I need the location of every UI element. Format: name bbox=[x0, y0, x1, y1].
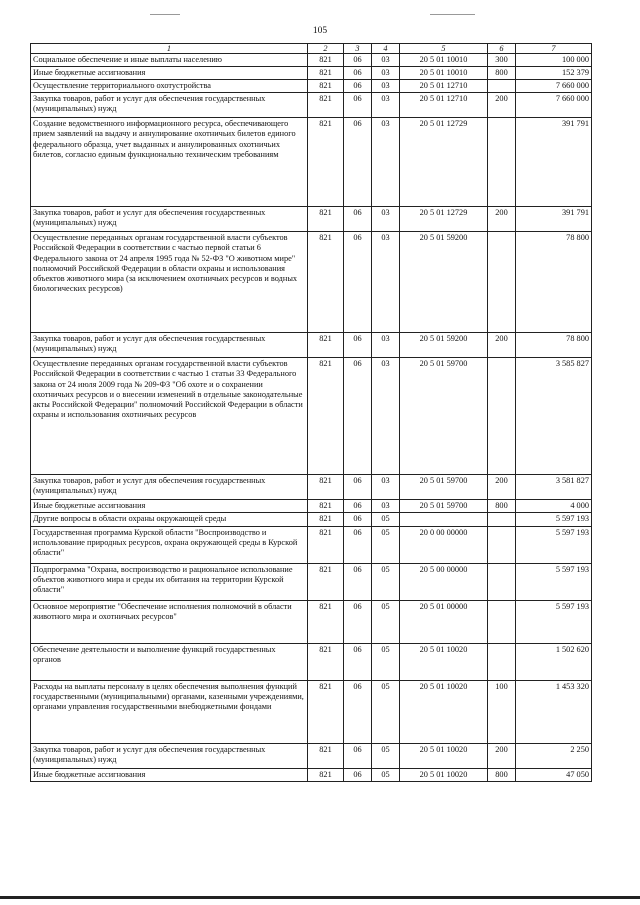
cell-sum: 3 581 827 bbox=[516, 475, 592, 500]
cell-gr: 821 bbox=[308, 600, 344, 643]
cell-name: Осуществление переданных органам государственной власти субъектов Российской Федерации в соответствии с частью 1 статьи 33 Федерального закона от 24 июля 2009 года № 209-ФЗ "Об охоте и о сохранении охотничьих ресурсов и о внесении изменений в отдельные законодательные акты Российской Федерации" полномочий Российской Федерации в области охраны и использования охотничьих ресурсов bbox=[31, 358, 308, 475]
cell-csr bbox=[400, 513, 488, 526]
cell-pr: 03 bbox=[372, 54, 400, 67]
table-row bbox=[31, 563, 592, 600]
cell-name: Подпрограмма "Охрана, воспроизводство и рациональное использование объектов животного мира и среды их обитания на территории Курской области" bbox=[31, 563, 308, 600]
header-cell-name: 1 bbox=[31, 44, 308, 54]
cell-pr: 05 bbox=[372, 643, 400, 680]
cell-gr: 821 bbox=[308, 680, 344, 743]
cell-csr: 20 5 01 59700 bbox=[400, 475, 488, 500]
cell-sum: 152 379 bbox=[516, 67, 592, 80]
cell-csr: 20 5 01 59700 bbox=[400, 358, 488, 475]
cell-gr: 821 bbox=[308, 67, 344, 80]
cell-pr: 03 bbox=[372, 475, 400, 500]
cell-pr: 03 bbox=[372, 93, 400, 118]
cell-name: Закупка товаров, работ и услуг для обеспечения государственных (муниципальных) нужд bbox=[31, 333, 308, 358]
cell-sum: 100 000 bbox=[516, 54, 592, 67]
cell-vr bbox=[488, 118, 516, 207]
cell-vr bbox=[488, 80, 516, 93]
header-cell-gr: 2 bbox=[308, 44, 344, 54]
cell-vr: 200 bbox=[488, 333, 516, 358]
cell-rz: 06 bbox=[344, 93, 372, 118]
cell-rz: 06 bbox=[344, 80, 372, 93]
scan-tick bbox=[150, 14, 180, 15]
cell-name: Закупка товаров, работ и услуг для обеспечения государственных (муниципальных) нужд bbox=[31, 93, 308, 118]
cell-gr: 821 bbox=[308, 207, 344, 232]
table-row bbox=[31, 743, 592, 768]
cell-vr bbox=[488, 513, 516, 526]
cell-name: Закупка товаров, работ и услуг для обеспечения государственных (муниципальных) нужд bbox=[31, 475, 308, 500]
cell-csr: 20 5 01 10020 bbox=[400, 768, 488, 781]
cell-pr: 03 bbox=[372, 118, 400, 207]
cell-gr: 821 bbox=[308, 333, 344, 358]
cell-sum: 78 800 bbox=[516, 232, 592, 333]
cell-pr: 05 bbox=[372, 563, 400, 600]
cell-sum: 391 791 bbox=[516, 118, 592, 207]
cell-gr: 821 bbox=[308, 93, 344, 118]
cell-rz: 06 bbox=[344, 475, 372, 500]
header-cell-vr: 6 bbox=[488, 44, 516, 54]
cell-name: Иные бюджетные ассигнования bbox=[31, 768, 308, 781]
cell-csr: 20 5 01 10020 bbox=[400, 680, 488, 743]
cell-sum: 78 800 bbox=[516, 333, 592, 358]
cell-vr: 800 bbox=[488, 67, 516, 80]
cell-name: Закупка товаров, работ и услуг для обеспечения государственных (муниципальных) нужд bbox=[31, 207, 308, 232]
table-row bbox=[31, 80, 592, 93]
cell-csr: 20 5 01 12729 bbox=[400, 118, 488, 207]
cell-csr: 20 5 01 10010 bbox=[400, 54, 488, 67]
header-cell-csr: 5 bbox=[400, 44, 488, 54]
cell-csr: 20 5 01 12710 bbox=[400, 93, 488, 118]
budget-table bbox=[30, 43, 592, 782]
cell-name: Осуществление территориального охотустройства bbox=[31, 80, 308, 93]
cell-rz: 06 bbox=[344, 743, 372, 768]
cell-csr: 20 5 01 59200 bbox=[400, 333, 488, 358]
cell-pr: 03 bbox=[372, 358, 400, 475]
cell-sum: 5 597 193 bbox=[516, 526, 592, 563]
table-row bbox=[31, 207, 592, 232]
cell-gr: 821 bbox=[308, 118, 344, 207]
cell-rz: 06 bbox=[344, 513, 372, 526]
cell-rz: 06 bbox=[344, 54, 372, 67]
table-row bbox=[31, 500, 592, 513]
cell-rz: 06 bbox=[344, 680, 372, 743]
cell-rz: 06 bbox=[344, 643, 372, 680]
cell-rz: 06 bbox=[344, 768, 372, 781]
cell-pr: 05 bbox=[372, 768, 400, 781]
page-number: 105 bbox=[312, 26, 328, 36]
table-row bbox=[31, 333, 592, 358]
cell-rz: 06 bbox=[344, 526, 372, 563]
cell-gr: 821 bbox=[308, 54, 344, 67]
header-cell-pr: 4 bbox=[372, 44, 400, 54]
cell-pr: 05 bbox=[372, 526, 400, 563]
cell-rz: 06 bbox=[344, 207, 372, 232]
cell-sum: 47 050 bbox=[516, 768, 592, 781]
cell-pr: 03 bbox=[372, 500, 400, 513]
cell-csr: 20 5 00 00000 bbox=[400, 563, 488, 600]
page-bottom-rule bbox=[0, 896, 640, 899]
cell-vr: 200 bbox=[488, 743, 516, 768]
cell-sum: 5 597 193 bbox=[516, 600, 592, 643]
scan-tick bbox=[430, 14, 475, 15]
cell-name: Иные бюджетные ассигнования bbox=[31, 500, 308, 513]
table-row bbox=[31, 358, 592, 475]
cell-pr: 05 bbox=[372, 680, 400, 743]
table-row bbox=[31, 526, 592, 563]
cell-pr: 05 bbox=[372, 513, 400, 526]
header-cell-rz: 3 bbox=[344, 44, 372, 54]
cell-pr: 03 bbox=[372, 80, 400, 93]
cell-sum: 3 585 827 bbox=[516, 358, 592, 475]
cell-gr: 821 bbox=[308, 80, 344, 93]
cell-csr: 20 5 01 00000 bbox=[400, 600, 488, 643]
table-row bbox=[31, 475, 592, 500]
table-row bbox=[31, 54, 592, 67]
cell-rz: 06 bbox=[344, 358, 372, 475]
cell-name: Обеспечение деятельности и выполнение функций государственных органов bbox=[31, 643, 308, 680]
cell-csr: 20 5 01 10020 bbox=[400, 643, 488, 680]
cell-vr: 100 bbox=[488, 680, 516, 743]
cell-vr bbox=[488, 563, 516, 600]
table-row bbox=[31, 118, 592, 207]
cell-csr: 20 5 01 10020 bbox=[400, 743, 488, 768]
cell-rz: 06 bbox=[344, 232, 372, 333]
cell-rz: 06 bbox=[344, 563, 372, 600]
cell-name: Государственная программа Курской области "Воспроизводство и использование природных ресурсов, охрана окружающей среды в Курской области" bbox=[31, 526, 308, 563]
header-row bbox=[31, 44, 592, 54]
cell-csr: 20 0 00 00000 bbox=[400, 526, 488, 563]
cell-vr bbox=[488, 600, 516, 643]
cell-pr: 03 bbox=[372, 207, 400, 232]
cell-sum: 5 597 193 bbox=[516, 513, 592, 526]
cell-gr: 821 bbox=[308, 643, 344, 680]
cell-csr: 20 5 01 12729 bbox=[400, 207, 488, 232]
cell-gr: 821 bbox=[308, 500, 344, 513]
cell-vr: 300 bbox=[488, 54, 516, 67]
cell-sum: 1 453 320 bbox=[516, 680, 592, 743]
cell-rz: 06 bbox=[344, 333, 372, 358]
cell-pr: 03 bbox=[372, 333, 400, 358]
cell-vr bbox=[488, 232, 516, 333]
table-row bbox=[31, 643, 592, 680]
cell-pr: 03 bbox=[372, 232, 400, 333]
table-row bbox=[31, 600, 592, 643]
cell-sum: 4 000 bbox=[516, 500, 592, 513]
cell-sum: 1 502 620 bbox=[516, 643, 592, 680]
cell-gr: 821 bbox=[308, 358, 344, 475]
cell-gr: 821 bbox=[308, 743, 344, 768]
cell-sum: 7 660 000 bbox=[516, 80, 592, 93]
cell-vr: 800 bbox=[488, 768, 516, 781]
header-cell-sum: 7 bbox=[516, 44, 592, 54]
cell-csr: 20 5 01 12710 bbox=[400, 80, 488, 93]
cell-rz: 06 bbox=[344, 67, 372, 80]
cell-name: Основное мероприятие "Обеспечение исполнения полномочий в области животного мира и охотничьих ресурсов" bbox=[31, 600, 308, 643]
cell-gr: 821 bbox=[308, 526, 344, 563]
table-row bbox=[31, 232, 592, 333]
cell-rz: 06 bbox=[344, 500, 372, 513]
table-row bbox=[31, 513, 592, 526]
cell-gr: 821 bbox=[308, 232, 344, 333]
cell-pr: 05 bbox=[372, 743, 400, 768]
cell-csr: 20 5 01 59200 bbox=[400, 232, 488, 333]
cell-vr bbox=[488, 358, 516, 475]
cell-sum: 5 597 193 bbox=[516, 563, 592, 600]
table-row bbox=[31, 67, 592, 80]
cell-pr: 05 bbox=[372, 600, 400, 643]
table-row bbox=[31, 768, 592, 781]
cell-vr: 200 bbox=[488, 93, 516, 118]
cell-name: Расходы на выплаты персоналу в целях обеспечения выполнения функций государственными (муниципальными) органами, казенными учреждениями, органами управления государственными внебюджетными фондами bbox=[31, 680, 308, 743]
cell-name: Социальное обеспечение и иные выплаты населению bbox=[31, 54, 308, 67]
cell-rz: 06 bbox=[344, 600, 372, 643]
cell-csr: 20 5 01 10010 bbox=[400, 67, 488, 80]
cell-sum: 2 250 bbox=[516, 743, 592, 768]
cell-csr: 20 5 01 59700 bbox=[400, 500, 488, 513]
cell-sum: 7 660 000 bbox=[516, 93, 592, 118]
table-row bbox=[31, 680, 592, 743]
table-row bbox=[31, 93, 592, 118]
cell-vr: 200 bbox=[488, 207, 516, 232]
cell-name: Осуществление переданных органам государственной власти субъектов Российской Федерации в соответствии с частью первой статьи 6 Федерального закона от 24 апреля 1995 года № 52-ФЗ "О животном мире" полномочий Российской Федерации в области охраны и использования объектов животного мира (за исключением охотничьих ресурсов и водных биологических ресурсов) bbox=[31, 232, 308, 333]
cell-gr: 821 bbox=[308, 475, 344, 500]
cell-vr bbox=[488, 526, 516, 563]
cell-gr: 821 bbox=[308, 563, 344, 600]
cell-rz: 06 bbox=[344, 118, 372, 207]
cell-name: Иные бюджетные ассигнования bbox=[31, 67, 308, 80]
cell-name: Другие вопросы в области охраны окружающей среды bbox=[31, 513, 308, 526]
cell-pr: 03 bbox=[372, 67, 400, 80]
cell-vr: 800 bbox=[488, 500, 516, 513]
cell-sum: 391 791 bbox=[516, 207, 592, 232]
cell-vr bbox=[488, 643, 516, 680]
cell-gr: 821 bbox=[308, 768, 344, 781]
cell-name: Создание ведомственного информационного ресурса, обеспечивающего прием заявлений на выдачу и аннулирование охотничьих билетов единого федерального образца, учет выданных и аннулированных охотничьих билетов, согласно единым функционально техническим требованиям bbox=[31, 118, 308, 207]
cell-vr: 200 bbox=[488, 475, 516, 500]
cell-name: Закупка товаров, работ и услуг для обеспечения государственных (муниципальных) нужд bbox=[31, 743, 308, 768]
cell-gr: 821 bbox=[308, 513, 344, 526]
